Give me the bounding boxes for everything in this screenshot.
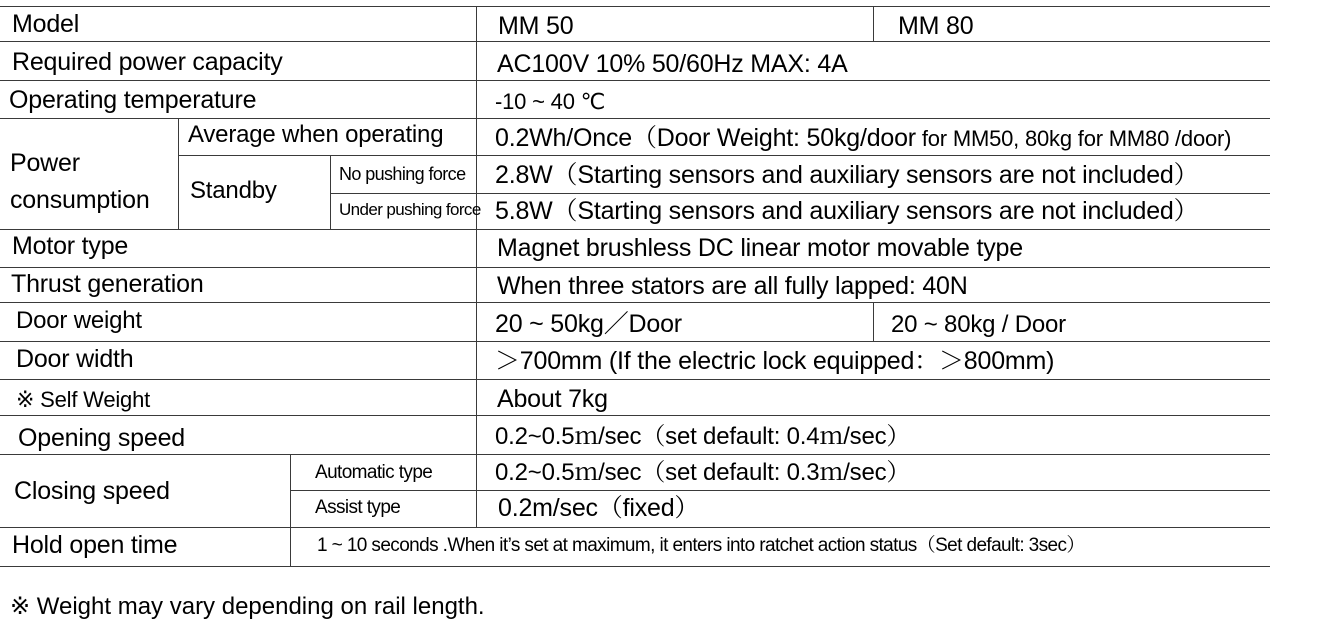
rule (0, 118, 1270, 119)
self-weight-value: About 7kg (497, 385, 608, 413)
row-label-power-consumption-line2: consumption (10, 186, 150, 214)
model-mm50: MM 50 (498, 12, 574, 40)
rule (0, 229, 1270, 230)
row-label-thrust-generation: Thrust generation (11, 270, 204, 298)
row-label-model: Model (12, 10, 80, 38)
model-mm80: MM 80 (898, 12, 974, 40)
thrust-generation-value: When three stators are all fully lapped: 40N (497, 272, 968, 300)
sublabel-no-pushing-force: No pushing force (339, 164, 466, 184)
rule (0, 267, 1270, 268)
row-label-door-weight: Door weight (16, 307, 142, 334)
rule (0, 80, 1270, 81)
rule (290, 454, 291, 566)
opening-speed-value: 0.2~0.5ｍ/sec（set default: 0.4ｍ/sec） (495, 423, 911, 450)
rule (873, 302, 874, 341)
rule (178, 155, 1270, 156)
average-operating-value (495, 126, 1231, 151)
row-label-door-width: Door width (16, 345, 134, 373)
sublabel-automatic-type: Automatic type (315, 462, 433, 483)
rule (873, 6, 874, 41)
rule (0, 6, 1270, 7)
row-label-power-consumption-line1: Power (10, 149, 80, 177)
average-operating-value-main: 0.2Wh/Once（Door Weight: 50kg/door (495, 124, 916, 152)
rule (178, 118, 179, 229)
power-capacity-value: AC100V 10% 50/60Hz MAX: 4A (497, 50, 848, 78)
row-label-closing-speed: Closing speed (14, 477, 170, 505)
rule (0, 454, 1270, 455)
rule (0, 566, 1270, 567)
under-pushing-force-value: 5.8W（Starting sensors and auxiliary sensors are not included） (495, 197, 1199, 225)
rule (0, 527, 1270, 528)
automatic-type-value: 0.2~0.5ｍ/sec（set default: 0.3ｍ/sec） (495, 459, 911, 486)
door-width-value: ＞700mm (If the electric lock equipped：＞800mm) (495, 347, 1055, 375)
rule (0, 341, 1270, 342)
rule (330, 155, 331, 229)
rule (0, 415, 1270, 416)
motor-type-value: Magnet brushless DC linear motor movable type (497, 234, 1023, 262)
rule (0, 41, 1270, 42)
rule (330, 193, 1270, 194)
door-weight-mm80: 20 ~ 80kg / Door (891, 311, 1066, 338)
sublabel-average-operating: Average when operating (188, 121, 444, 148)
footnote: ※ Weight may vary depending on rail length. (10, 593, 485, 620)
row-label-opening-speed: Opening speed (18, 424, 185, 452)
row-label-power-capacity: Required power capacity (12, 48, 283, 76)
hold-open-time-value: 1 ~ 10 seconds .When it’s set at maximum, it enters into ratchet action status（Set default: 3sec） (317, 535, 1085, 556)
rule (290, 490, 1270, 491)
sublabel-assist-type: Assist type (315, 497, 401, 518)
rule (0, 379, 1270, 380)
average-operating-value-models: for MM50, 80kg for MM80 /door) (915, 126, 1232, 151)
rule (0, 302, 1270, 303)
sublabel-under-pushing-force: Under pushing force (339, 200, 481, 219)
operating-temperature-value: -10 ~ 40 ℃ (495, 89, 606, 114)
spec-table (0, 5, 1270, 567)
row-label-motor-type: Motor type (12, 232, 129, 260)
row-label-hold-open-time: Hold open time (12, 531, 178, 559)
row-label-self-weight: ※ Self Weight (16, 387, 151, 412)
row-label-operating-temperature: Operating temperature (9, 86, 257, 114)
door-weight-mm50: 20 ~ 50kg／Door (495, 310, 682, 338)
sublabel-standby: Standby (190, 177, 277, 204)
no-pushing-force-value: 2.8W（Starting sensors and auxiliary sensors are not included） (495, 161, 1199, 189)
rule (476, 6, 477, 527)
assist-type-value: 0.2m/sec（fixed） (498, 494, 700, 522)
